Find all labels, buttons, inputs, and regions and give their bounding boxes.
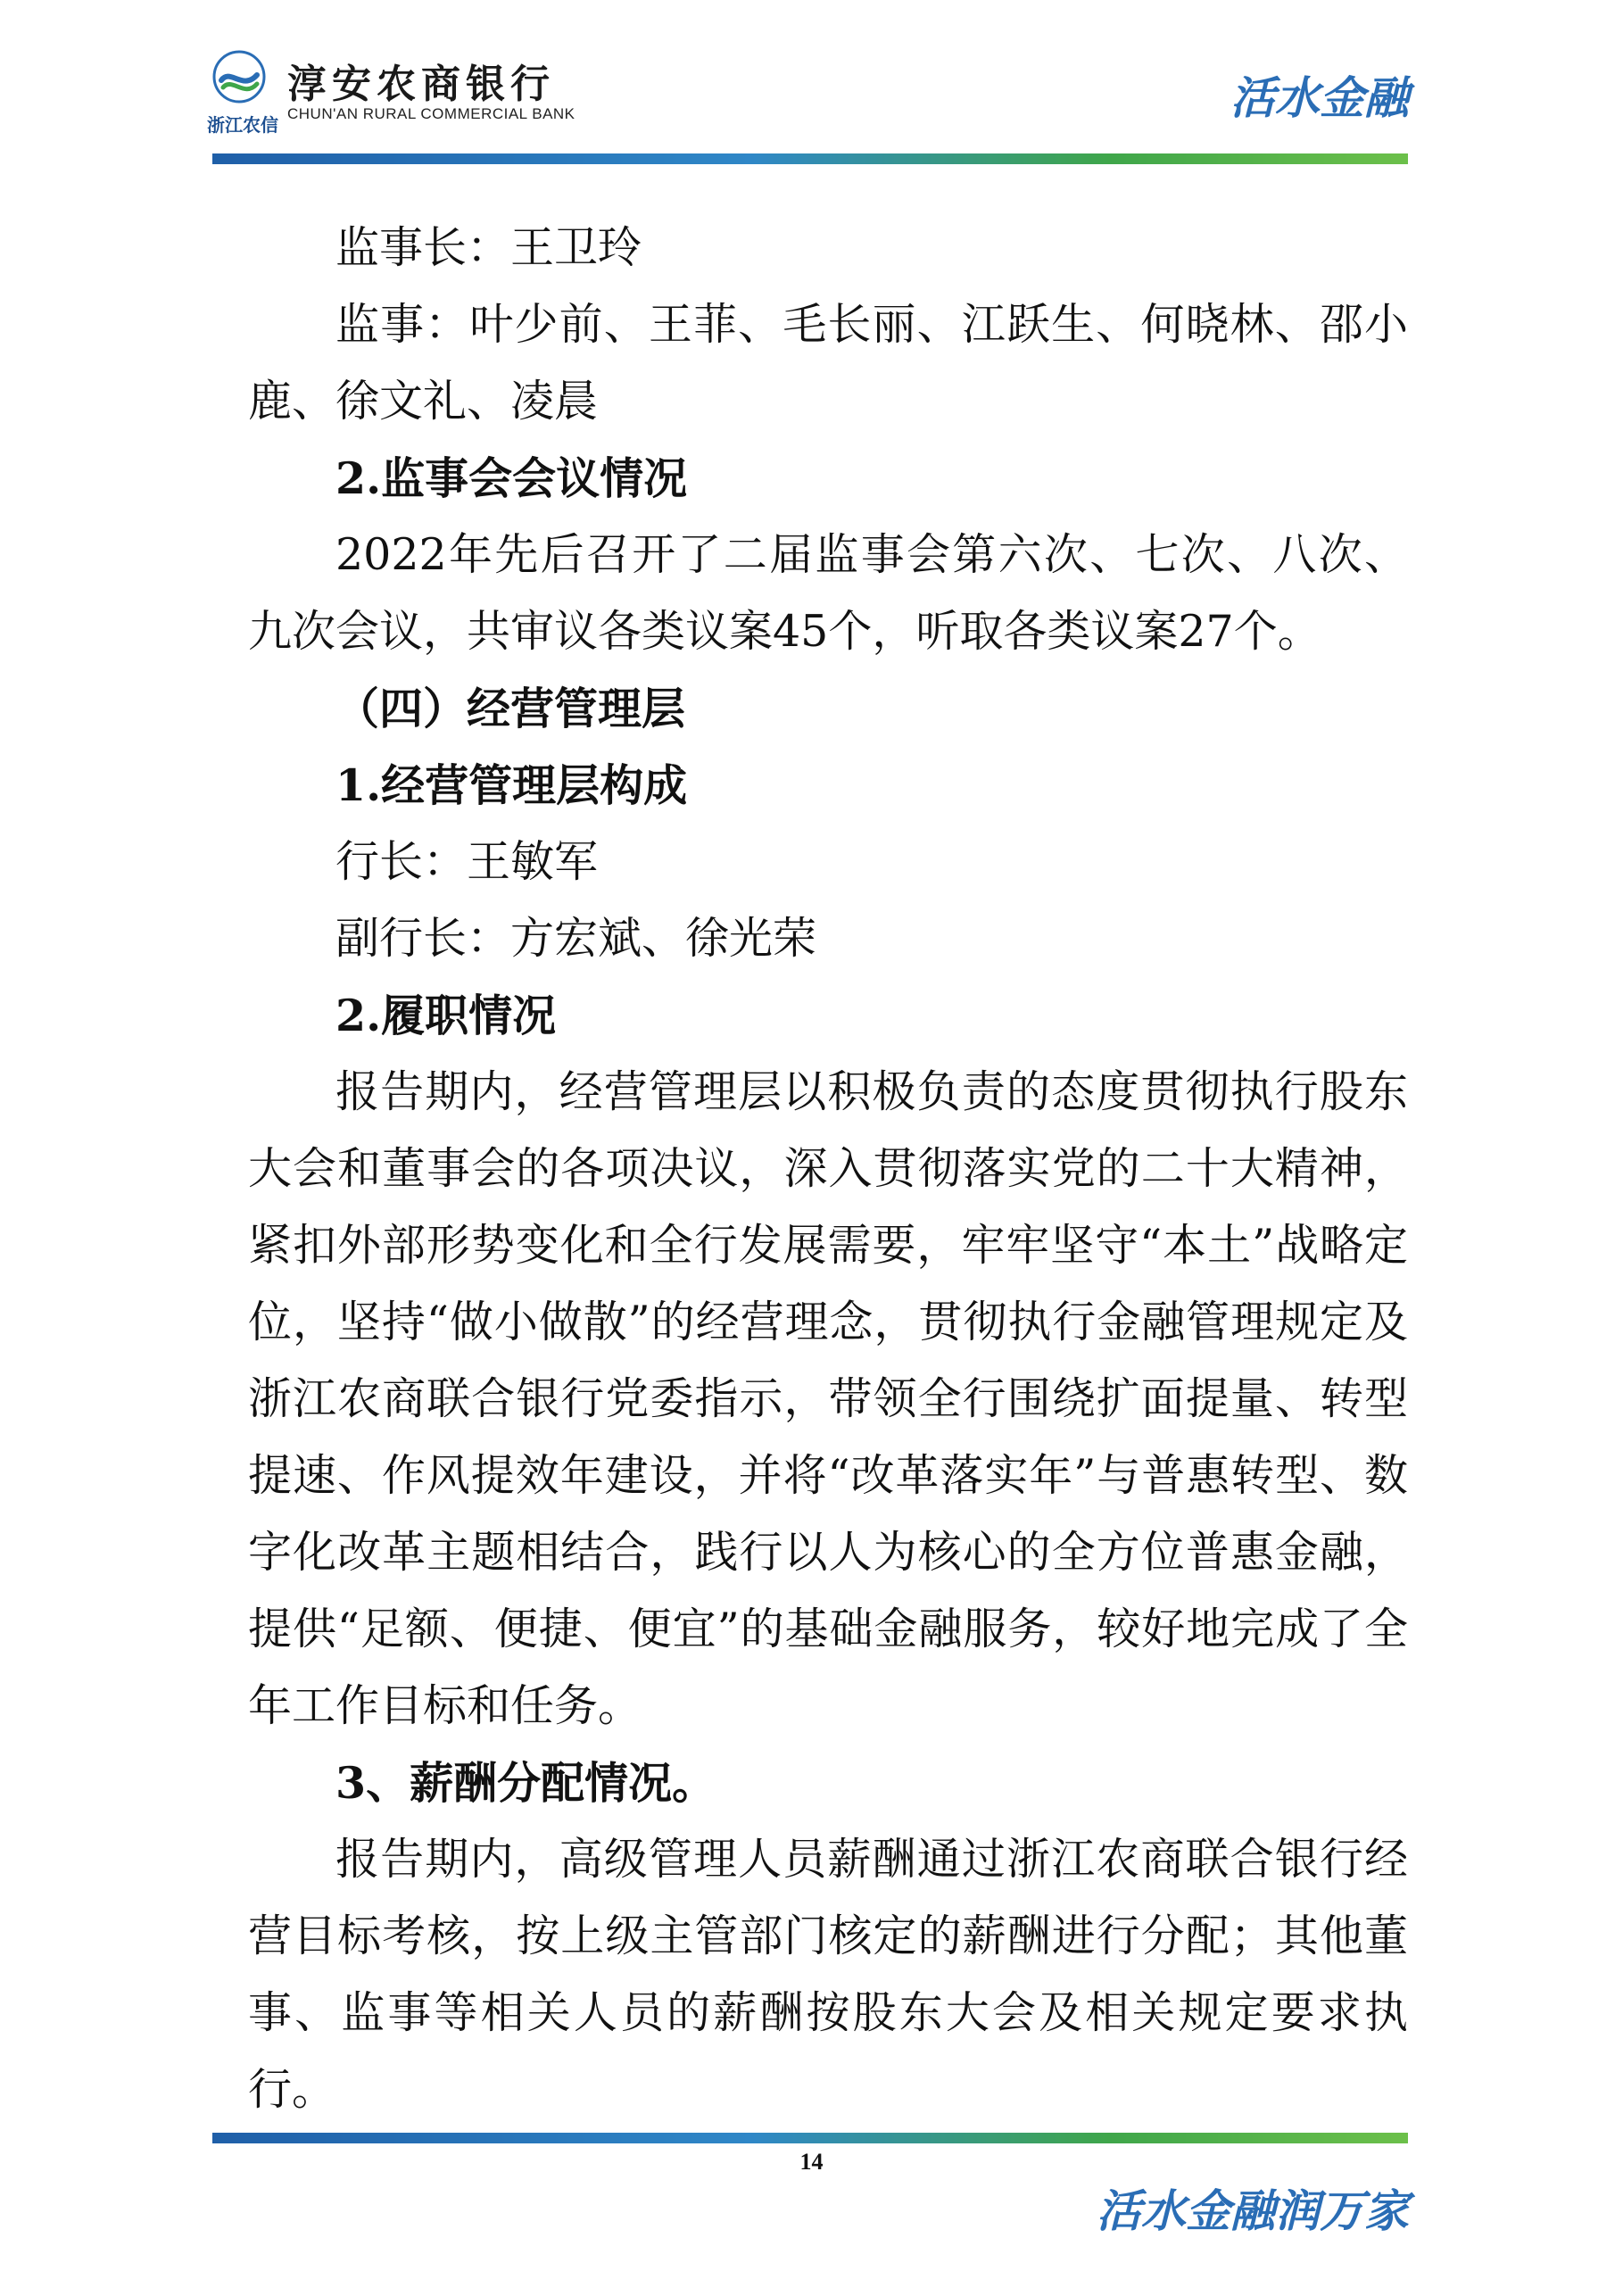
paragraph-supervisor-chair: 监事长：王卫玲 [335, 222, 642, 273]
page-number: 14 [799, 2149, 824, 2175]
footer-divider [212, 2133, 1408, 2143]
paragraph-performance: 报告期内，经营管理层以积极负责的态度贯彻执行股东大会和董事会的各项决议，深入贯彻落实党的二十大精神，紧扣外部形势变化和全行发展需要，牢牢坚守“本土”战略定位，坚持“做小做散”的经营理念，贯彻执行金融管理规定及浙江农商联合银行党委指示，带领全行围绕扩面提量、转型提速、作风提效年建设，并将“改革落实年”与普惠转型、数字化改革主题相结合，践行以人为核心的全方位普惠金融，提供“足额、便捷、便宜”的基础金融服务，较好地完成了全年工作目标和任务。 [248, 1066, 1408, 1731]
paragraph-supervisors: 监事：叶少前、王菲、毛长丽、江跃生、何晓林、邵小鹿、徐文礼、凌晨 [248, 299, 1408, 427]
heading-supervisory-meetings: 2.监事会会议情况 [335, 452, 688, 504]
footer-slogan: 活水金融润万家 [1097, 2184, 1409, 2237]
bank-name-cn: 淳安农商银行 [287, 62, 555, 107]
paragraph-vice-presidents: 副行长：方宏斌、徐光荣 [335, 913, 817, 964]
bank-logo-icon [212, 50, 266, 104]
heading-management: （四）经营管理层 [335, 683, 686, 734]
heading-performance: 2.履职情况 [335, 990, 557, 1041]
header-slogan: 活水金融 [1230, 71, 1409, 124]
heading-compensation: 3、薪酬分配情况。 [335, 1757, 716, 1809]
page-header [0, 0, 1623, 170]
paragraph-meetings: 2022年先后召开了二届监事会第六次、七次、八次、九次会议，共审议各类议案45个，听取各类议案27个。 [248, 529, 1408, 657]
logo-subtitle: 浙江农信 [207, 114, 278, 136]
heading-management-composition: 1.经营管理层构成 [335, 759, 688, 811]
bank-name-en: CHUN'AN RURAL COMMERCIAL BANK [287, 105, 576, 122]
page-body [248, 210, 1408, 2128]
header-divider [212, 153, 1408, 164]
paragraph-president: 行长：王敏军 [335, 836, 599, 887]
paragraph-compensation: 报告期内，高级管理人员薪酬通过浙江农商联合银行经营目标考核，按上级主管部门核定的薪酬进行分配；其他董事、监事等相关人员的薪酬按股东大会及相关规定要求执行。 [248, 1834, 1408, 2115]
